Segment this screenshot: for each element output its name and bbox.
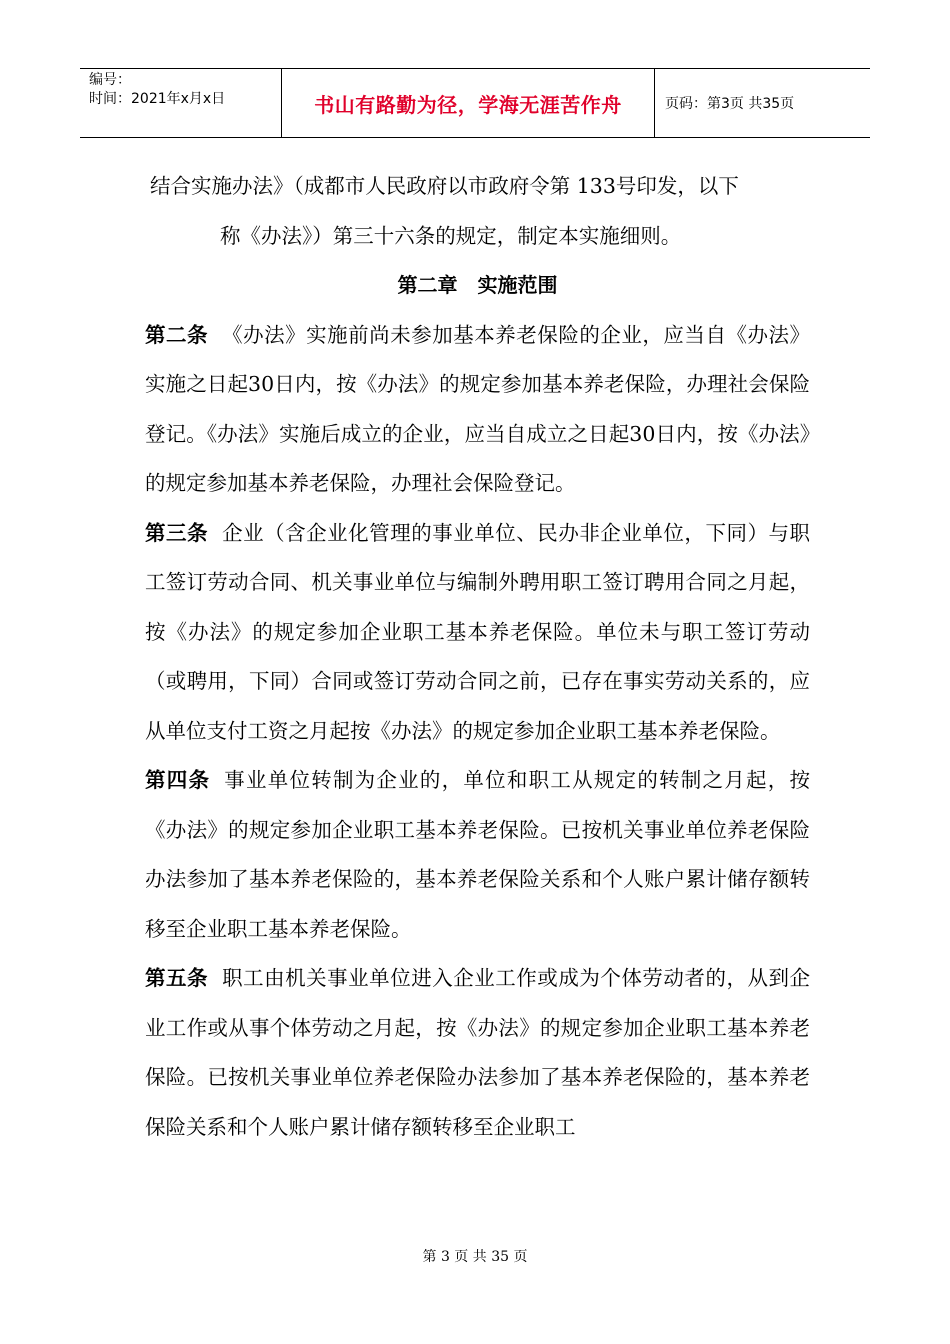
document-body	[145, 162, 810, 1152]
document-number-label: 编号：	[89, 72, 131, 88]
article-title: 第二条	[145, 322, 209, 347]
header-motto: 书山有路勤为径，学海无涯苦作舟	[282, 69, 655, 137]
document-header	[80, 68, 870, 138]
page-footer: 第 3 页 共 35 页	[422, 1249, 528, 1265]
header-meta	[80, 69, 282, 137]
chapter-title: 第二章 实施范围	[397, 273, 558, 297]
intro-line-1: 结合实施办法》（成都市人民政府以市政府令第 133号印发，以下	[150, 174, 739, 198]
article-text: 事业单位转制为企业的，单位和职工从规定的转制之月起，按《办法》的规定参加企业职工基本养老保险。已按机关事业单位养老保险办法参加了基本养老保险的，基本养老保险关系和个人账户累计储存额转移至企业职工基本养老保险。	[145, 768, 811, 941]
intro-line-2: 称《办法》）第三十六条的规定，制定本实施细则。	[220, 223, 682, 248]
article-2	[145, 311, 810, 509]
article-4	[145, 756, 810, 954]
article-title: 第五条	[145, 966, 209, 990]
article-5	[145, 954, 810, 1152]
article-title: 第三条	[145, 520, 209, 545]
article-text: 职工由机关事业单位进入企业工作或成为个体劳动者的，从到企业工作或从事个体劳动之月起，按《办法》的规定参加企业职工基本养老保险。已按机关事业单位养老保险办法参加了基本养老保险的，基本养老保险关系和个人账户累计储存额转移至企业职工	[145, 966, 811, 1139]
article-3	[145, 509, 810, 757]
article-text: 《办法》实施前尚未参加基本养老保险的企业，应当自《办法》实施之日起30日内，按《办法》的规定参加基本养老保险，办理社会保险登记。《办法》实施后成立的企业，应当自成立之日起30日内，按《办法》的规定参加基本养老保险，办理社会保险登记。	[145, 322, 811, 495]
header-page-info: 页码：第3页 共35页	[665, 96, 795, 112]
article-title: 第四条	[145, 768, 211, 792]
document-date: 时间：2021年x月x日	[89, 91, 226, 107]
article-text: 企业（含企业化管理的事业单位、民办非企业单位，下同）与职工签订劳动合同、机关事业单位与编制外聘用职工签订聘用合同之月起，按《办法》的规定参加企业职工基本养老保险。单位未与职工签订劳动（或聘用，下同）合同或签订劳动合同之前，已存在事实劳动关系的，应从单位支付工资之月起按《办法》的规定参加企业职工基本养老保险。	[145, 520, 811, 743]
